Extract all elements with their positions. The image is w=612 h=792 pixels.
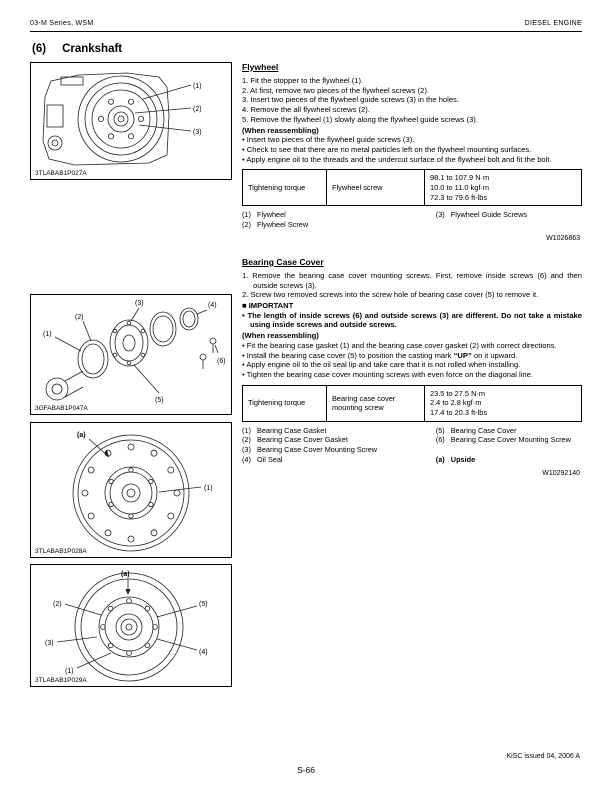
legend-item: [436, 210, 582, 220]
legend-item: [242, 445, 436, 455]
legend-number: (2): [242, 220, 251, 230]
figure-bearing-case-exploded: [30, 294, 232, 415]
figure-callout-label: (2): [75, 314, 84, 321]
legend-item: [242, 210, 436, 220]
figure-callout-label: (3): [135, 300, 144, 307]
legend-label: Oil Seal: [257, 454, 283, 464]
casting-mark-text: “UP”: [453, 350, 472, 360]
procedure-step: 2. Screw two removed screws into the screw hole of bearing case cover (5) to remove it.: [242, 290, 539, 300]
legend-label: Upside: [450, 454, 476, 464]
bearing-case-exploded-illustration: [31, 295, 231, 414]
heading-flywheel: Flywheel: [242, 62, 279, 72]
torque-value: 17.4 to 20.3 ft-lbs: [430, 407, 488, 417]
legend-number: (2): [242, 435, 251, 445]
torque-value: 72.3 to 79.6 ft-lbs: [430, 192, 488, 202]
page-header: [30, 20, 582, 32]
reassembling-heading: (When reassembling): [242, 331, 319, 341]
important-note: • The length of inside screws (6) and outside screws (3) are different. Do not take a mistake using inside screws and outside screws.: [242, 310, 582, 330]
reassembly-note: [242, 351, 582, 361]
figure-callout-label: (3): [193, 129, 202, 136]
legend-number: (4): [242, 454, 251, 464]
legend-label: Flywheel Guide Screws: [450, 210, 528, 220]
page-title-number: (6): [32, 43, 47, 55]
legend-label: Flywheel: [257, 210, 286, 220]
figure-callout-label: (a): [121, 571, 130, 578]
figure-callout-label: (5): [199, 601, 208, 608]
legend-label: Bearing Case Cover Gasket: [257, 435, 348, 445]
procedure-step: 1. Remove the bearing case cover mounting screws. First, remove inside screws (6) and then outside screws (3).: [242, 270, 582, 290]
page-title: [32, 43, 582, 55]
reassembly-note: • Fit the bearing case gasket (1) and the bearing case cover gasket (2) with correct directions.: [242, 340, 557, 350]
figure-caption: 3TLABAB1P027A: [35, 170, 87, 177]
legend-label: Bearing Case Cover Mounting Screw: [257, 445, 378, 455]
reassembly-note: • Apply engine oil to the threads and the undercut surface of the flywheel bolt and fit the bolt.: [242, 154, 552, 164]
figure-callout-label: (5): [155, 397, 164, 404]
important-heading: ■ IMPORTANT: [242, 300, 294, 310]
figure-bearing-case-installed: [30, 422, 232, 558]
footer-issued-note: KiSC issued 04, 2006 A: [506, 753, 580, 760]
content-columns: [30, 62, 582, 687]
legend-number: (5): [435, 425, 445, 435]
legend-right-column: [436, 210, 582, 230]
figure-callout-label: (1): [43, 331, 52, 338]
figure-caption: 3TLABAB1P028A: [35, 548, 87, 555]
legend-item: [436, 426, 582, 436]
page-title-text: Crankshaft: [62, 43, 123, 55]
legend-number: (1): [242, 210, 251, 220]
legend-item: [242, 220, 436, 230]
legend-number: (6): [435, 435, 445, 445]
torque-value: 2.4 to 2.8 kgf·m: [430, 398, 482, 408]
legend-label: Flywheel Screw: [257, 220, 309, 230]
legend-number: (1): [242, 425, 251, 435]
legend-spacer: [436, 445, 582, 455]
legend-left-column: [242, 426, 436, 465]
legend-label: Bearing Case Gasket: [257, 425, 327, 435]
figure-callout-label: (1): [193, 83, 202, 90]
reference-code: W10292140: [542, 469, 580, 477]
figure-callout-label: (a): [77, 432, 86, 439]
torque-item-cell: Bearing case cover mounting screw: [327, 385, 425, 421]
figure-callout-label: (4): [199, 649, 208, 656]
figure-callout-label: (2): [193, 106, 202, 113]
flywheel-legend: [242, 210, 582, 230]
legend-left-column: [242, 210, 436, 230]
legend-item: [242, 435, 436, 445]
bearing-legend: [242, 426, 582, 465]
procedure-step: 4. Remove the all flywheel screws (2).: [242, 105, 370, 115]
procedure-step: 1. Fit the stopper to the flywheel (1).: [242, 76, 364, 85]
reassembly-note: • Tighten the bearing case cover mounting screws with even force on the diagonal line.: [242, 370, 533, 380]
torque-values-cell: [425, 385, 582, 421]
torque-value: 23.5 to 27.5 N·m: [430, 388, 486, 398]
bearing-case-closeup-illustration: [31, 565, 231, 686]
reassembly-note: • Insert two pieces of the flywheel guide screws (3).: [242, 135, 415, 145]
table-row: [243, 170, 582, 206]
reassembly-note: • Apply engine oil to the oil seal lip and take care that it is not rolled when installing.: [242, 360, 521, 370]
procedure-step: 5. Remove the flywheel (1) slowly along the flywheel guide screws (3).: [242, 114, 478, 124]
torque-value: 98.1 to 107.9 N·m: [430, 173, 490, 183]
reassembling-heading: (When reassembling): [242, 125, 319, 135]
legend-number: (3): [435, 210, 445, 220]
footer-page-number: S-66: [297, 765, 315, 775]
figure-bearing-case-closeup: [30, 564, 232, 687]
flywheel-torque-table: [242, 169, 582, 206]
torque-label-cell: Tightening torque: [243, 385, 327, 421]
legend-number: (3): [242, 445, 251, 455]
legend-item-upside: [436, 455, 582, 465]
torque-value: 10.0 to 11.0 kgf·m: [430, 183, 490, 193]
table-row: [243, 385, 582, 421]
header-section: DIESEL ENGINE: [524, 20, 582, 27]
legend-item: [242, 455, 436, 465]
legend-item: [436, 435, 582, 445]
figure-callout-label: (1): [204, 485, 213, 492]
heading-bearing-case-cover: Bearing Case Cover: [242, 256, 324, 267]
figure-caption: 3GFABAB1P047A: [35, 405, 88, 412]
figure-column: [30, 62, 232, 687]
figure-callout-label: (2): [53, 601, 62, 608]
torque-item-cell: Flywheel screw: [327, 170, 425, 206]
reference-code: W1026863: [546, 234, 580, 242]
reassembly-note: • Check to see that there are no metal particles left on the flywheel mounting surfaces.: [242, 145, 532, 155]
procedure-step: 3. Insert two pieces of the flywheel guide screws (3) in the holes.: [242, 95, 459, 105]
legend-label: Bearing Case Cover Mounting Screw: [450, 435, 571, 445]
figure-callout-label: (1): [65, 668, 74, 675]
header-model: 03-M Series, WSM: [30, 20, 94, 27]
bearing-torque-table: [242, 385, 582, 422]
note-text: • Install the bearing case cover (5) to position the casting mark: [242, 350, 454, 360]
flywheel-engine-illustration: [31, 63, 231, 179]
note-text: on it upward.: [471, 350, 518, 360]
procedure-step: 2. At first, remove two pieces of the flywheel screws (2).: [242, 85, 429, 95]
figure-caption: 3TLABAB1P029A: [35, 677, 87, 684]
figure-callout-label: (4): [208, 302, 217, 309]
figure-callout-label: (6): [217, 358, 226, 365]
legend-item: [242, 426, 436, 436]
text-column: [242, 62, 582, 687]
legend-right-column: [436, 426, 582, 465]
torque-label-cell: Tightening torque: [243, 170, 327, 206]
figure-flywheel: [30, 62, 232, 180]
legend-number: (a): [435, 454, 445, 464]
bearing-case-installed-illustration: [31, 423, 231, 557]
torque-values-cell: [425, 170, 582, 206]
legend-label: Bearing Case Cover: [450, 425, 517, 435]
figure-callout-label: (3): [45, 640, 54, 647]
